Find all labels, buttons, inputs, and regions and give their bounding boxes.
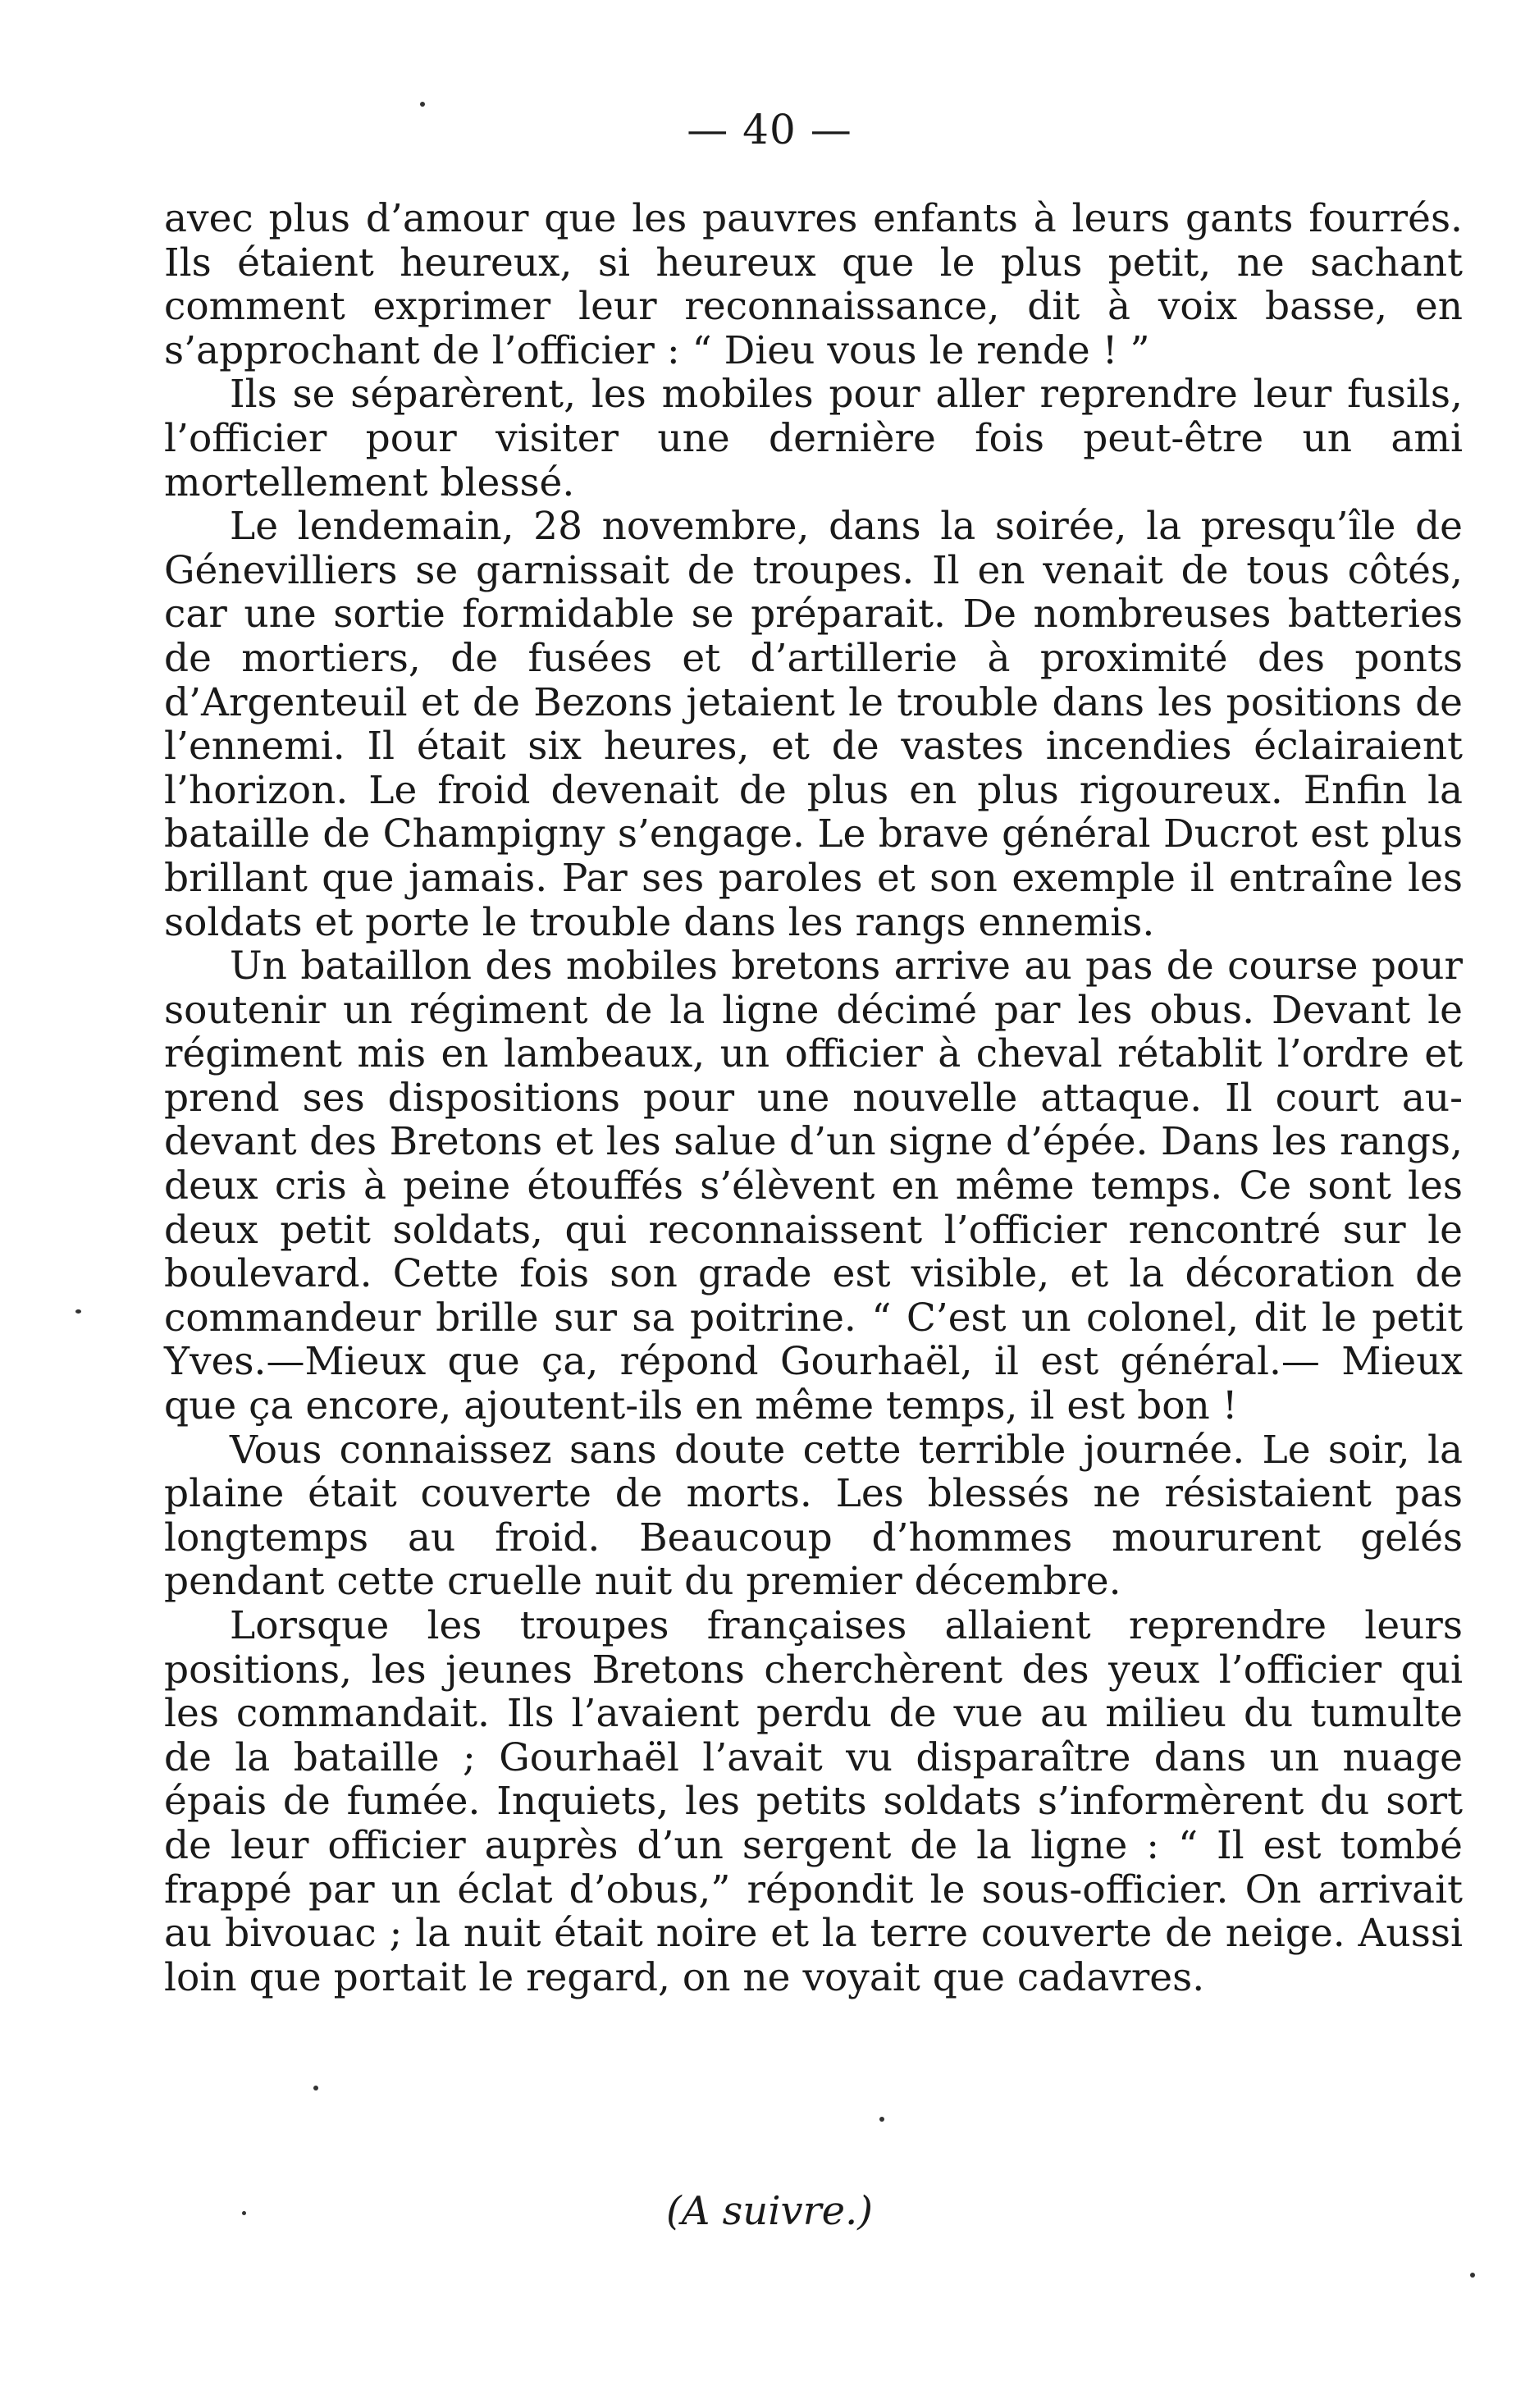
paragraph: Lorsque les troupes françaises allaient reprendre leurs positions, les jeunes Bretons cherchèrent des yeux l’officier qui les commandait. Ils l’avaient perdu de vue au milieu du tumulte de la bataille ; Gourhaël l’avait vu disparaître dans un nuage épais de fumée. Inquiets, les petits soldats s’informèrent du sort de leur officier auprès d’un sergent de la ligne : “ Il est tombé frappé par un éclat d’obus,” répondit le sous-officier. On arrivait au bivouac ; la nuit était noire et la terre couverte de neige. Aussi loin que portait le regard, on ne voyait que cadavres. [164,1603,1463,2000]
body-text [164,197,1463,1999]
continuation-note: (A suivre.) [666,2188,873,2234]
page-number: — 40 — [687,106,852,153]
paragraph: avec plus d’amour que les pauvres enfants à leurs gants fourrés. Ils étaient heureux, si heureux que le plus petit, ne sachant comment exprimer leur reconnaissance, dit à voix basse, en s’approchant de l’officier : “ Dieu vous le rende ! ” [164,196,1463,373]
scan-speck [420,102,425,107]
paragraph: Un bataillon des mobiles bretons arrive au pas de course pour soutenir un régiment de la ligne décimé par les obus. Devant le régiment mis en lambeaux, un officier à cheval rétablit l’ordre et prend ses dispositions pour une nouvelle attaque. Il court au-devant des Bretons et les salue d’un signe d’épée. Dans les rangs, deux cris à peine étouffés s’élèvent en même temps. Ce sont les deux petit soldats, qui reconnaissent l’officier rencontré sur le boulevard. Cette fois son grade est visible, et la décoration de commandeur brille sur sa poitrine. “ C’est un colonel, dit le petit Yves.—Mieux que ça, répond Gourhaël, il est général.— Mieux que ça encore, ajoutent-ils en même temps, il est bon ! [164,944,1463,1429]
scan-speck [75,1309,81,1314]
paragraph: Ils se séparèrent, les mobiles pour aller reprendre leur fusils, l’officier pour visiter une dernière fois peut-être un ami mortellement blessé. [164,372,1463,505]
scan-speck [879,2117,884,2122]
scan-speck [1470,2273,1475,2278]
scan-speck [313,2086,318,2090]
paragraph: Vous connaissez sans doute cette terrible journée. Le soir, la plaine était couverte de morts. Les blessés ne résistaient pas longtemps au froid. Beaucoup d’hommes moururent gelés pendant cette cruelle nuit du premier décembre. [164,1427,1463,1605]
paragraph: Le lendemain, 28 novembre, dans la soirée, la presqu’île de Génevilliers se garnissait de troupes. Il en venait de tous côtés, car une sortie formidable se préparait. De nombreuses batteries de mortiers, de fusées et d’artillerie à proximité des ponts d’Argenteuil et de Bezons jetaient le trouble dans les positions de l’ennemi. Il était six heures, et de vastes incendies éclairaient l’horizon. Le froid devenait de plus en plus rigoureux. Enfin la bataille de Champigny s’engage. Le brave général Ducrot est plus brillant que jamais. Par ses paroles et son exemple il entraîne les soldats et porte le trouble dans les rangs ennemis. [164,504,1463,945]
scan-speck [242,2211,246,2215]
